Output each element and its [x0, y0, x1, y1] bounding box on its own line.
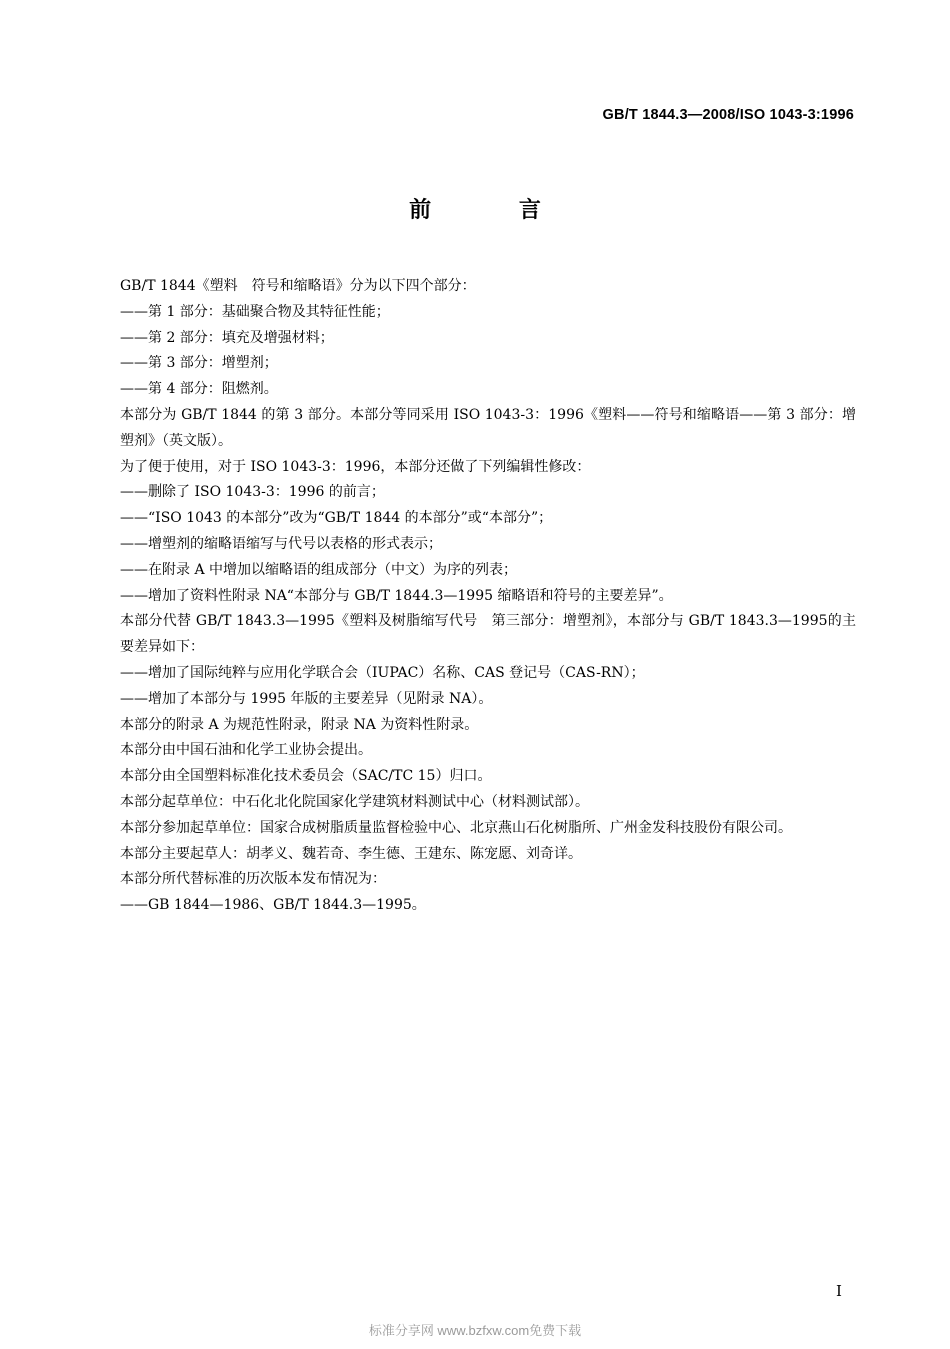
page-title: 前 言	[409, 198, 581, 223]
paragraph: 本部分所代替标准的历次版本发布情况为：	[120, 871, 386, 888]
list-item: ——第 4 部分：阻燃剂。	[120, 381, 278, 398]
paragraph: 本部分由中国石油和化学工业协会提出。	[120, 742, 372, 759]
list-item: ——增加了资料性附录 NA“本部分与 GB/T 1844.3—1995 缩略语和符号的主要差异”。	[120, 587, 673, 604]
list-item: ——增加了本部分与 1995 年版的主要差异（见附录 NA）。	[120, 690, 493, 707]
paragraph: 本部分参加起草单位：国家合成树脂质量监督检验中心、北京燕山石化树脂所、广州金发科技股份有限公司。	[120, 819, 792, 836]
list-item: ——增加了国际纯粹与应用化学联合会（IUPAC）名称、CAS 登记号（CAS-RN）；	[120, 664, 645, 681]
list-item: ——GB 1844—1986、GB/T 1844.3—1995。	[120, 897, 426, 914]
paragraph: 本部分主要起草人：胡孝义、魏若奇、李生德、王建东、陈宠愿、刘奇详。	[120, 845, 582, 862]
paragraph: 本部分代替 GB/T 1843.3—1995《塑料及树脂缩写代号 第三部分：增塑剂》，本部分与 GB/T 1843.3—1995的主要差异如下：	[120, 613, 856, 656]
list-item: ——“ISO 1043 的本部分”改为“GB/T 1844 的本部分”或“本部分”；	[120, 510, 553, 527]
footer-watermark: 标准分享网 www.bzfxw.com免费下载	[368, 1323, 582, 1338]
list-item: ——第 1 部分：基础聚合物及其特征性能；	[120, 303, 390, 320]
list-item: ——第 3 部分：增塑剂；	[120, 355, 278, 372]
paragraph: 本部分为 GB/T 1844 的第 3 部分。本部分等同采用 ISO 1043-3：1996《塑料——符号和缩略语——第 3 部分：增塑剂》（英文版）。	[120, 406, 856, 449]
list-item: ——删除了 ISO 1043-3：1996 的前言；	[120, 484, 385, 501]
page-number: I	[836, 1282, 842, 1300]
list-item: ——在附录 A 中增加以缩略语的组成部分（中文）为序的列表；	[120, 561, 518, 578]
list-item: ——增塑剂的缩略语缩写与代号以表格的形式表示；	[120, 535, 442, 552]
paragraph: 为了便于使用，对于 ISO 1043-3：1996，本部分还做了下列编辑性修改：	[120, 458, 591, 475]
list-item: ——第 2 部分：填充及增强材料；	[120, 329, 334, 346]
paragraph: GB/T 1844《塑料 符号和缩略语》分为以下四个部分：	[120, 278, 476, 294]
paragraph: 本部分的附录 A 为规范性附录，附录 NA 为资料性附录。	[120, 716, 479, 733]
paragraph: 本部分由全国塑料标准化技术委员会（SAC/TC 15）归口。	[120, 768, 492, 785]
standard-code-header: GB/T 1844.3—2008/ISO 1043-3:1996	[602, 107, 854, 123]
paragraph: 本部分起草单位：中石化北化院国家化学建筑材料测试中心（材料测试部）。	[120, 793, 589, 810]
foreword-body	[90, 274, 856, 919]
